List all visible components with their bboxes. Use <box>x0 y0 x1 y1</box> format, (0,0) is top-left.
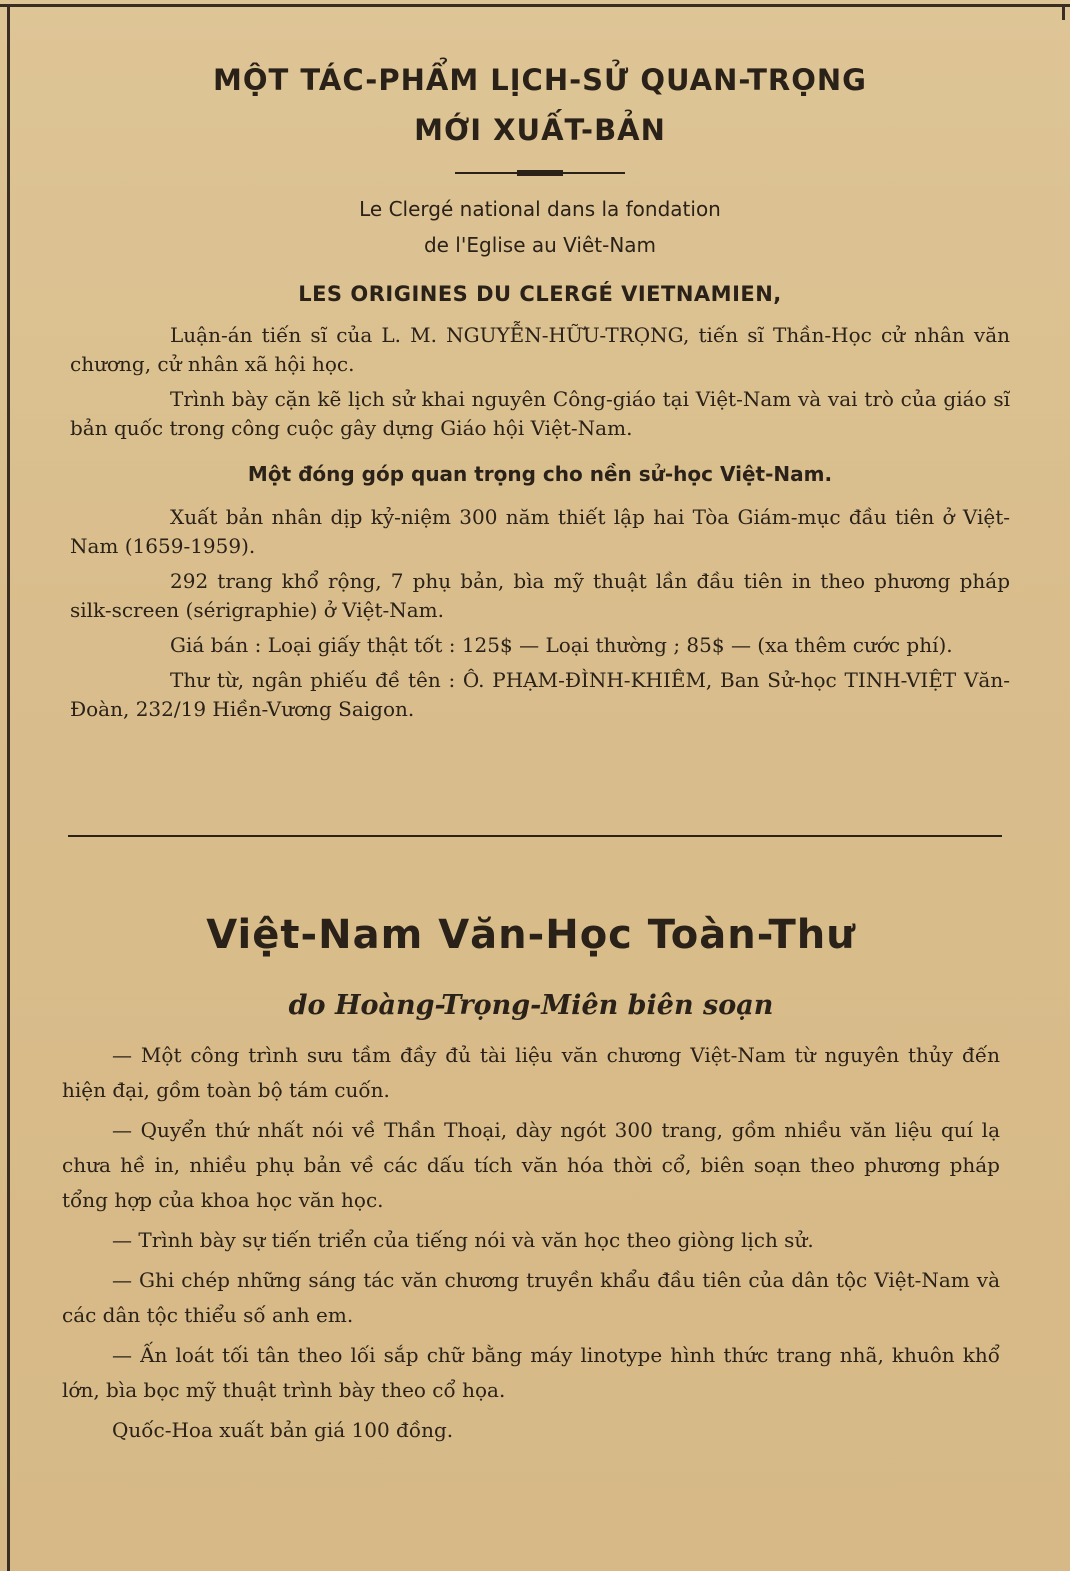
notice-title-line2: MỚI XUẤT-BẢN <box>414 113 666 147</box>
left-border-rule <box>7 4 10 1571</box>
right-border-stub <box>1062 4 1065 20</box>
top-border-rule <box>0 4 1070 7</box>
literature-paragraph: — Quyển thứ nhất nói về Thần Thoại, dày ngót 300 trang, gồm nhiều văn liệu quí lạ chưa hề in, nhiều phụ bản về các dấu tích văn hóa thời cổ, biên soạn theo phương pháp tổng hợp của khoa học văn học. <box>62 1118 1000 1212</box>
anniversary-paragraph: Xuất bản nhân dịp kỷ-niệm 300 năm thiết lập hai Tòa Giám-mục đầu tiên ở Việt-Nam (1659-1959). <box>70 505 1010 558</box>
literature-paragraph: — Một công trình sưu tầm đầy đủ tài liệu văn chương Việt-Nam từ nguyên thủy đến hiện đại, gồm toàn bộ tám cuốn. <box>62 1043 1000 1102</box>
history-book-notice <box>70 55 1010 730</box>
contribution-heading: Một đóng góp quan trọng cho nền sử-học Việt-Nam. <box>247 462 833 486</box>
summary-paragraph: Trình bày cặn kẽ lịch sử khai nguyên Công-giáo tại Việt-Nam và vai trò của giáo sĩ bản quốc trong công cuộc gây dựng Giáo hội Việt-Nam. <box>70 387 1010 440</box>
section-divider <box>68 835 1002 837</box>
notice-title-line1: MỘT TÁC-PHẨM LỊCH-SỬ QUAN-TRỌNG <box>213 63 867 97</box>
literature-paragraph: — Ghi chép những sáng tác văn chương truyền khẩu đầu tiên của dân tộc Việt-Nam và các dân tộc thiểu số anh em. <box>62 1268 1000 1327</box>
title-ornament <box>455 167 625 179</box>
french-subtitle-line1: Le Clergé national dans la fondation <box>359 197 721 221</box>
publisher-price-line: Quốc-Hoa xuất bản giá 100 đồng. <box>112 1418 454 1442</box>
literature-notice <box>62 900 1000 1453</box>
french-heading: LES ORIGINES DU CLERGÉ VIETNAMIEN, <box>298 282 782 306</box>
price-paragraph: Giá bán : Loại giấy thật tốt : 125$ — Loại thường ; 85$ — (xa thêm cước phí). <box>170 633 953 657</box>
format-paragraph: 292 trang khổ rộng, 7 phụ bản, bìa mỹ thuật lần đầu tiên in theo phương pháp silk-screen (sérigraphie) ở Việt-Nam. <box>70 569 1010 622</box>
literature-byline: do Hoàng-Trọng-Miên biên soạn <box>288 990 774 1021</box>
french-subtitle-line2: de l'Eglise au Viêt-Nam <box>423 233 657 257</box>
thesis-paragraph: Luận-án tiến sĩ của L. M. NGUYỄN-HỮU-TRỌNG, tiến sĩ Thần-Học cử nhân văn chương, cử nhân xã hội học. <box>70 323 1010 376</box>
literature-paragraph: — Trình bày sự tiến triển của tiếng nói và văn học theo giòng lịch sử. <box>112 1228 814 1252</box>
literature-title: Việt-Nam Văn-Học Toàn-Thư <box>206 912 856 958</box>
literature-paragraph: — Ấn loát tối tân theo lối sắp chữ bằng máy linotype hình thức trang nhã, khuôn khổ lớn, bìa bọc mỹ thuật trình bày theo cổ họa. <box>62 1343 1000 1402</box>
contact-paragraph: Thư từ, ngân phiếu đề tên : Ô. PHẠM-ĐÌNH-KHIÊM, Ban Sử-học TINH-VIỆT Văn-Đoàn, 232/19 Hiền-Vương Saigon. <box>70 668 1010 721</box>
